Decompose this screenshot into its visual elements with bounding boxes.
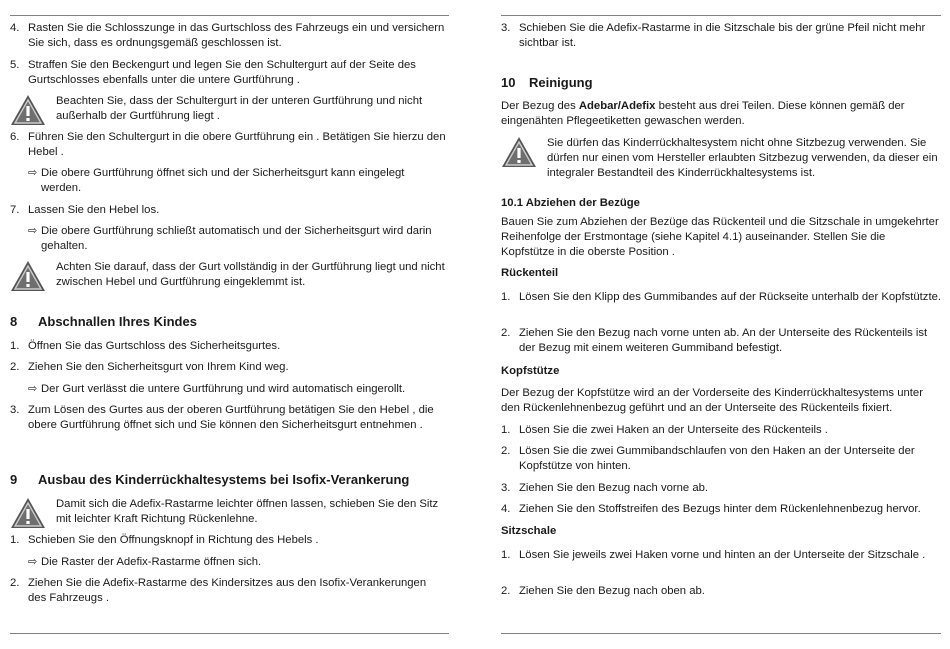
top-rule-right (501, 15, 941, 16)
brand-name: Adebar/Adefix (578, 100, 656, 112)
section-number: 9 (10, 472, 18, 487)
list-item (10, 403, 449, 433)
item-number: 2. (501, 327, 511, 339)
list-item (501, 423, 941, 438)
item-text: Ziehen Sie den Bezug nach oben ab. (519, 585, 705, 597)
result-text: Die obere Gurtführung öffnet sich und der Sicherheitsgurt kann eingelegt werden. (41, 167, 405, 194)
item-text: Zum Lösen des Gurtes aus der oberen Gurtführung betätigen Sie den Hebel , die obere Gurtführung öffnet sich und Sie können den Sicherheitsgurt entnehmen . (28, 404, 434, 431)
section-number: 10 (501, 75, 516, 90)
list-item (501, 481, 941, 496)
item-text: Rasten Sie die Schlosszunge in das Gurtschloss des Fahrzeugs ein und versichern Sie sich, dass es ordnungsgemäß geschlossen ist. (28, 22, 445, 49)
item-text: Öffnen Sie das Gurtschloss des Sicherheitsgurtes. (28, 340, 281, 352)
warning-text: Achten Sie darauf, dass der Gurt vollständig in der Gurtführung liegt und nicht zwischen Hebel und Gurtführung eingeklemmt ist. (56, 261, 445, 288)
result-text: Der Gurt verlässt die untere Gurtführung und wird automatisch eingerollt. (41, 383, 406, 395)
hollow-right-arrow-icon: ⇨ (28, 556, 38, 568)
item-number: 1. (10, 340, 20, 352)
item-number: 3. (10, 404, 20, 416)
warning-text: Beachten Sie, dass der Schultergurt in der unteren Gurtführung und nicht außerhalb der Gurtführung liegt . (56, 95, 423, 122)
warning-triangle-icon (10, 94, 46, 126)
list-item (10, 203, 449, 218)
bottom-rule-right (501, 633, 941, 634)
result-note (28, 555, 438, 570)
list-item (501, 584, 941, 599)
item-number: 4. (10, 22, 20, 34)
subheading-kopfstuetze: Kopfstütze (501, 365, 560, 377)
list-item (10, 576, 440, 606)
warning-triangle-icon (10, 497, 46, 529)
item-number: 1. (501, 549, 511, 561)
list-item (501, 444, 941, 474)
warning-triangle-icon (10, 260, 46, 292)
item-number: 2. (501, 445, 511, 457)
item-text: Schieben Sie die Adefix-Rastarme in die Sitzschale bis der grüne Pfeil nicht mehr sichtbar ist. (519, 22, 926, 49)
section-title: Ausbau des Kinderrückhaltesystems bei Isofix-Verankerung (38, 472, 410, 487)
paragraph (501, 99, 941, 129)
paragraph: Bauen Sie zum Abziehen der Bezüge das Rückenteil und die Sitzschale in umgekehrter Reihenfolge der Erstmontage (siehe Kapitel 4.1) auseinander. Stellen Sie die Kopfstütze in die oberste Position . (501, 216, 939, 258)
item-number: 4. (501, 503, 511, 515)
result-text: Die Raster der Adefix-Rastarme öffnen sich. (41, 556, 262, 568)
item-text: Ziehen Sie die Adefix-Rastarme des Kindersitzes aus den Isofix-Verankerungen des Fahrzeugs . (28, 577, 427, 604)
hollow-right-arrow-icon: ⇨ (28, 383, 38, 395)
item-text: Lösen Sie den Klipp des Gummibandes auf der Rückseite unterhalb der Kopfstützte. (519, 291, 942, 303)
subsection-heading: 10.1 Abziehen der Bezüge (501, 197, 640, 209)
item-text: Ziehen Sie den Bezug nach vorne ab. (519, 482, 709, 494)
item-number: 7. (10, 204, 20, 216)
item-number: 2. (501, 585, 511, 597)
list-item (10, 533, 449, 548)
warning-text: Damit sich die Adefix-Rastarme leichter öffnen lassen, schieben Sie den Sitz mit leichter Kraft Richtung Rückenlehne. (56, 498, 439, 525)
item-number: 3. (501, 482, 511, 494)
list-item (10, 130, 449, 160)
list-item (10, 58, 430, 88)
item-text: Straffen Sie den Beckengurt und legen Sie den Schultergurt auf der Seite des Gurtschlosses ebenfalls unter die untere Gurtführung . (28, 59, 416, 86)
item-number: 3. (501, 22, 511, 34)
item-text: Ziehen Sie den Sicherheitsgurt von Ihrem Kind weg. (28, 361, 289, 373)
list-item (10, 360, 449, 375)
result-note (28, 224, 438, 254)
item-number: 5. (10, 59, 20, 71)
hollow-right-arrow-icon: ⇨ (28, 225, 38, 237)
list-item (501, 21, 926, 51)
warning-text: Sie dürfen das Kinderrückhaltesystem nicht ohne Sitzbezug verwenden. Sie dürfen nur einen vom Hersteller erlaubten Sitzbezug verwenden, da dieser ein integraler Bestandteil des Kinderrückhaltesystems ist. (547, 137, 938, 179)
item-number: 1. (10, 534, 20, 546)
subheading-rueckenteil: Rückenteil (501, 267, 559, 279)
item-text: Lassen Sie den Hebel los. (28, 204, 160, 216)
top-rule-left (10, 15, 449, 16)
item-number: 6. (10, 131, 20, 143)
list-item (10, 21, 449, 51)
warning-note (10, 260, 449, 290)
item-number: 1. (501, 291, 511, 303)
warning-note (10, 94, 449, 124)
paragraph: Der Bezug der Kopfstütze wird an der Vorderseite des Kinderrückhaltesystems unter den Rückenlehnenbezug geführt und an der Unterseite des Rückenteils fixiert. (501, 387, 923, 414)
warning-note (10, 497, 449, 527)
result-note (28, 382, 449, 397)
item-text: Führen Sie den Schultergurt in die obere Gurtführung ein . Betätigen Sie hierzu den Hebel . (28, 131, 446, 158)
section-number: 8 (10, 314, 18, 329)
item-number: 1. (501, 424, 511, 436)
list-item (501, 290, 941, 305)
paragraph-text: besteht aus drei Teilen. Diese können gemäß der eingenähten Pflegeetiketten gewaschen werden. (501, 100, 905, 127)
item-text: Lösen Sie die zwei Haken an der Unterseite des Rückenteils . (519, 424, 828, 436)
section-title: Abschnallen Ihres Kindes (38, 314, 197, 329)
result-note (28, 166, 438, 196)
warning-triangle-icon (501, 136, 537, 168)
item-number: 2. (10, 577, 20, 589)
list-item (10, 339, 449, 354)
subheading-sitzschale: Sitzschale (501, 525, 557, 537)
item-text: Schieben Sie den Öffnungsknopf in Richtung des Hebels . (28, 534, 319, 546)
list-item (501, 326, 941, 356)
list-item (501, 502, 941, 517)
result-text: Die obere Gurtführung schließt automatisch und der Sicherheitsgurt wird darin gehalten. (41, 225, 432, 252)
item-number: 2. (10, 361, 20, 373)
item-text: Lösen Sie die zwei Gummibandschlaufen von den Haken an der Unterseite der Kopfstütze von hinten. (519, 445, 915, 472)
list-item (501, 548, 926, 563)
bottom-rule-left (10, 633, 449, 634)
warning-note (501, 136, 941, 181)
paragraph-text: Der Bezug des (501, 100, 579, 112)
hollow-right-arrow-icon: ⇨ (28, 167, 38, 179)
item-text: Ziehen Sie den Stoffstreifen des Bezugs hinter dem Rückenlehnenbezug hervor. (519, 503, 921, 515)
item-text: Lösen Sie jeweils zwei Haken vorne und hinten an der Unterseite der Sitzschale . (519, 549, 926, 561)
section-title: Reinigung (529, 75, 593, 90)
item-text: Ziehen Sie den Bezug nach vorne unten ab. An der Unterseite des Rückenteils ist der Bezug mit einem weiteren Gummiband befestigt. (519, 327, 928, 354)
